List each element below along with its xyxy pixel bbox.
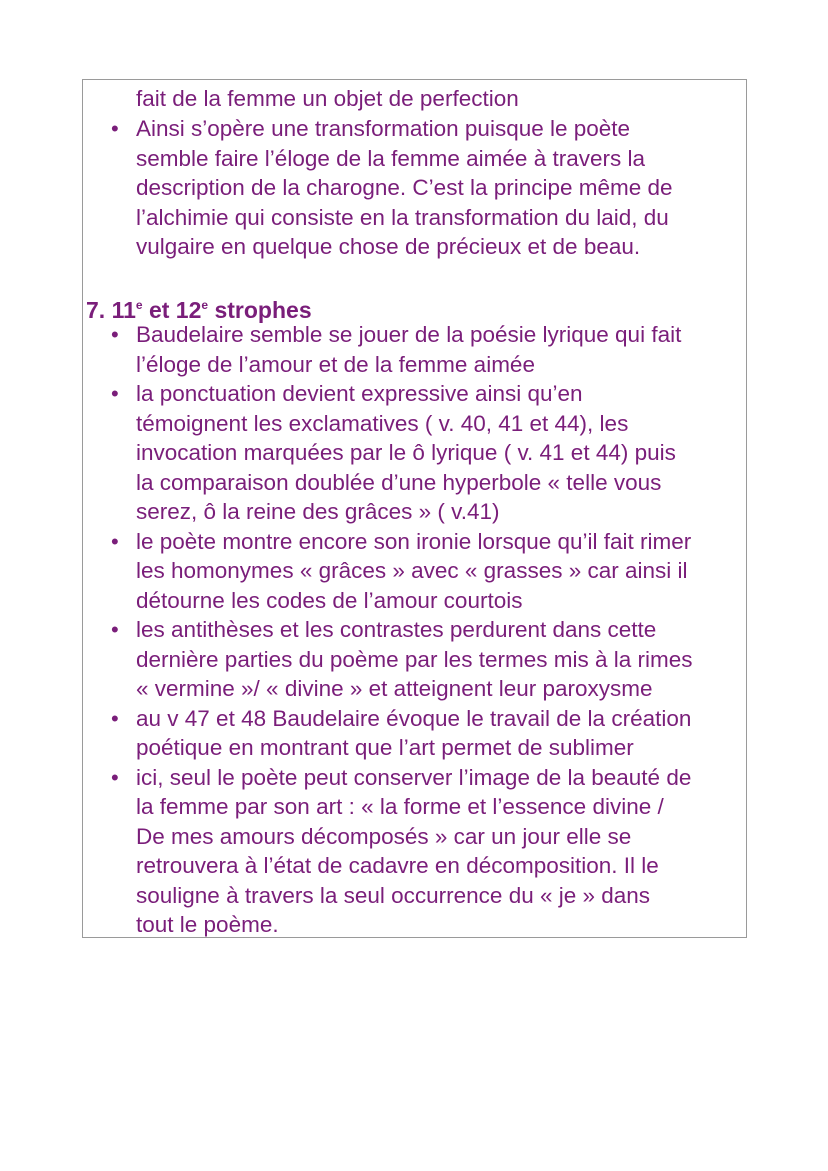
text-line: « vermine »/ « divine » et atteignent leur paroxysme (136, 676, 653, 701)
text-line: la ponctuation devient expressive ainsi qu’en (136, 381, 583, 406)
bullet-marker: • (111, 381, 119, 406)
text-line: serez, ô la reine des grâces » ( v.41) (136, 499, 500, 524)
text-line: vulgaire en quelque chose de précieux et de beau. (136, 234, 641, 259)
text-line: témoignent les exclamatives ( v. 40, 41 et 44), les (136, 410, 629, 436)
continuation-line: fait de la femme un objet de perfection (136, 86, 519, 111)
text-line: l’éloge de l’amour et de la femme aimée (136, 351, 535, 377)
text-line: les homonymes « grâces » avec « grasses » car ainsi il (136, 558, 688, 583)
text-line: détourne les codes de l’amour courtois (136, 587, 523, 613)
text-line: l’alchimie qui consiste en la transformation du laid, du (136, 204, 669, 230)
text-line: ici, seul le poète peut conserver l’image de la beauté de (136, 764, 692, 790)
text-line: la femme par son art : « la forme et l’essence divine / (136, 794, 664, 819)
text-line: retrouvera à l’état de cadavre en décomposition. Il le (136, 853, 659, 878)
bullet-marker: • (111, 617, 119, 642)
text-line: les antithèses et les contrastes perdurent dans cette (136, 617, 657, 642)
bullet-marker: • (111, 705, 119, 731)
text-line: semble faire l’éloge de la femme aimée à travers la (136, 145, 645, 171)
text-line: Baudelaire semble se jouer de la poésie lyrique qui fait (136, 322, 682, 347)
text-line: description de la charogne. C’est la principe même de (136, 175, 673, 200)
document-frame (82, 79, 747, 938)
text-line: De mes amours décomposés » car un jour elle se (136, 823, 632, 849)
section-heading: 7. 11e et 12e strophes (86, 297, 312, 323)
text-line: le poète montre encore son ironie lorsque qu’il fait rimer (136, 528, 692, 554)
bullet-marker: • (111, 322, 119, 347)
text-line: Ainsi s’opère une transformation puisque le poète (136, 116, 631, 141)
text-line: poétique en montrant que l’art permet de sublimer (136, 735, 634, 760)
bullet-marker: • (111, 116, 119, 141)
text-line: invocation marquées par le ô lyrique ( v. 41 et 44) puis (136, 440, 676, 465)
bullet-marker: • (111, 528, 119, 554)
text-line: dernière parties du poème par les termes mis à la rimes (136, 646, 693, 672)
text-line: souligne à travers la seul occurrence du « je » dans (136, 882, 651, 908)
text-line: au v 47 et 48 Baudelaire évoque le travail de la création (136, 705, 692, 731)
text-line: la comparaison doublée d’une hyperbole « telle vous (136, 469, 662, 495)
bullet-marker: • (111, 764, 119, 790)
text-line: tout le poème. (136, 912, 279, 937)
